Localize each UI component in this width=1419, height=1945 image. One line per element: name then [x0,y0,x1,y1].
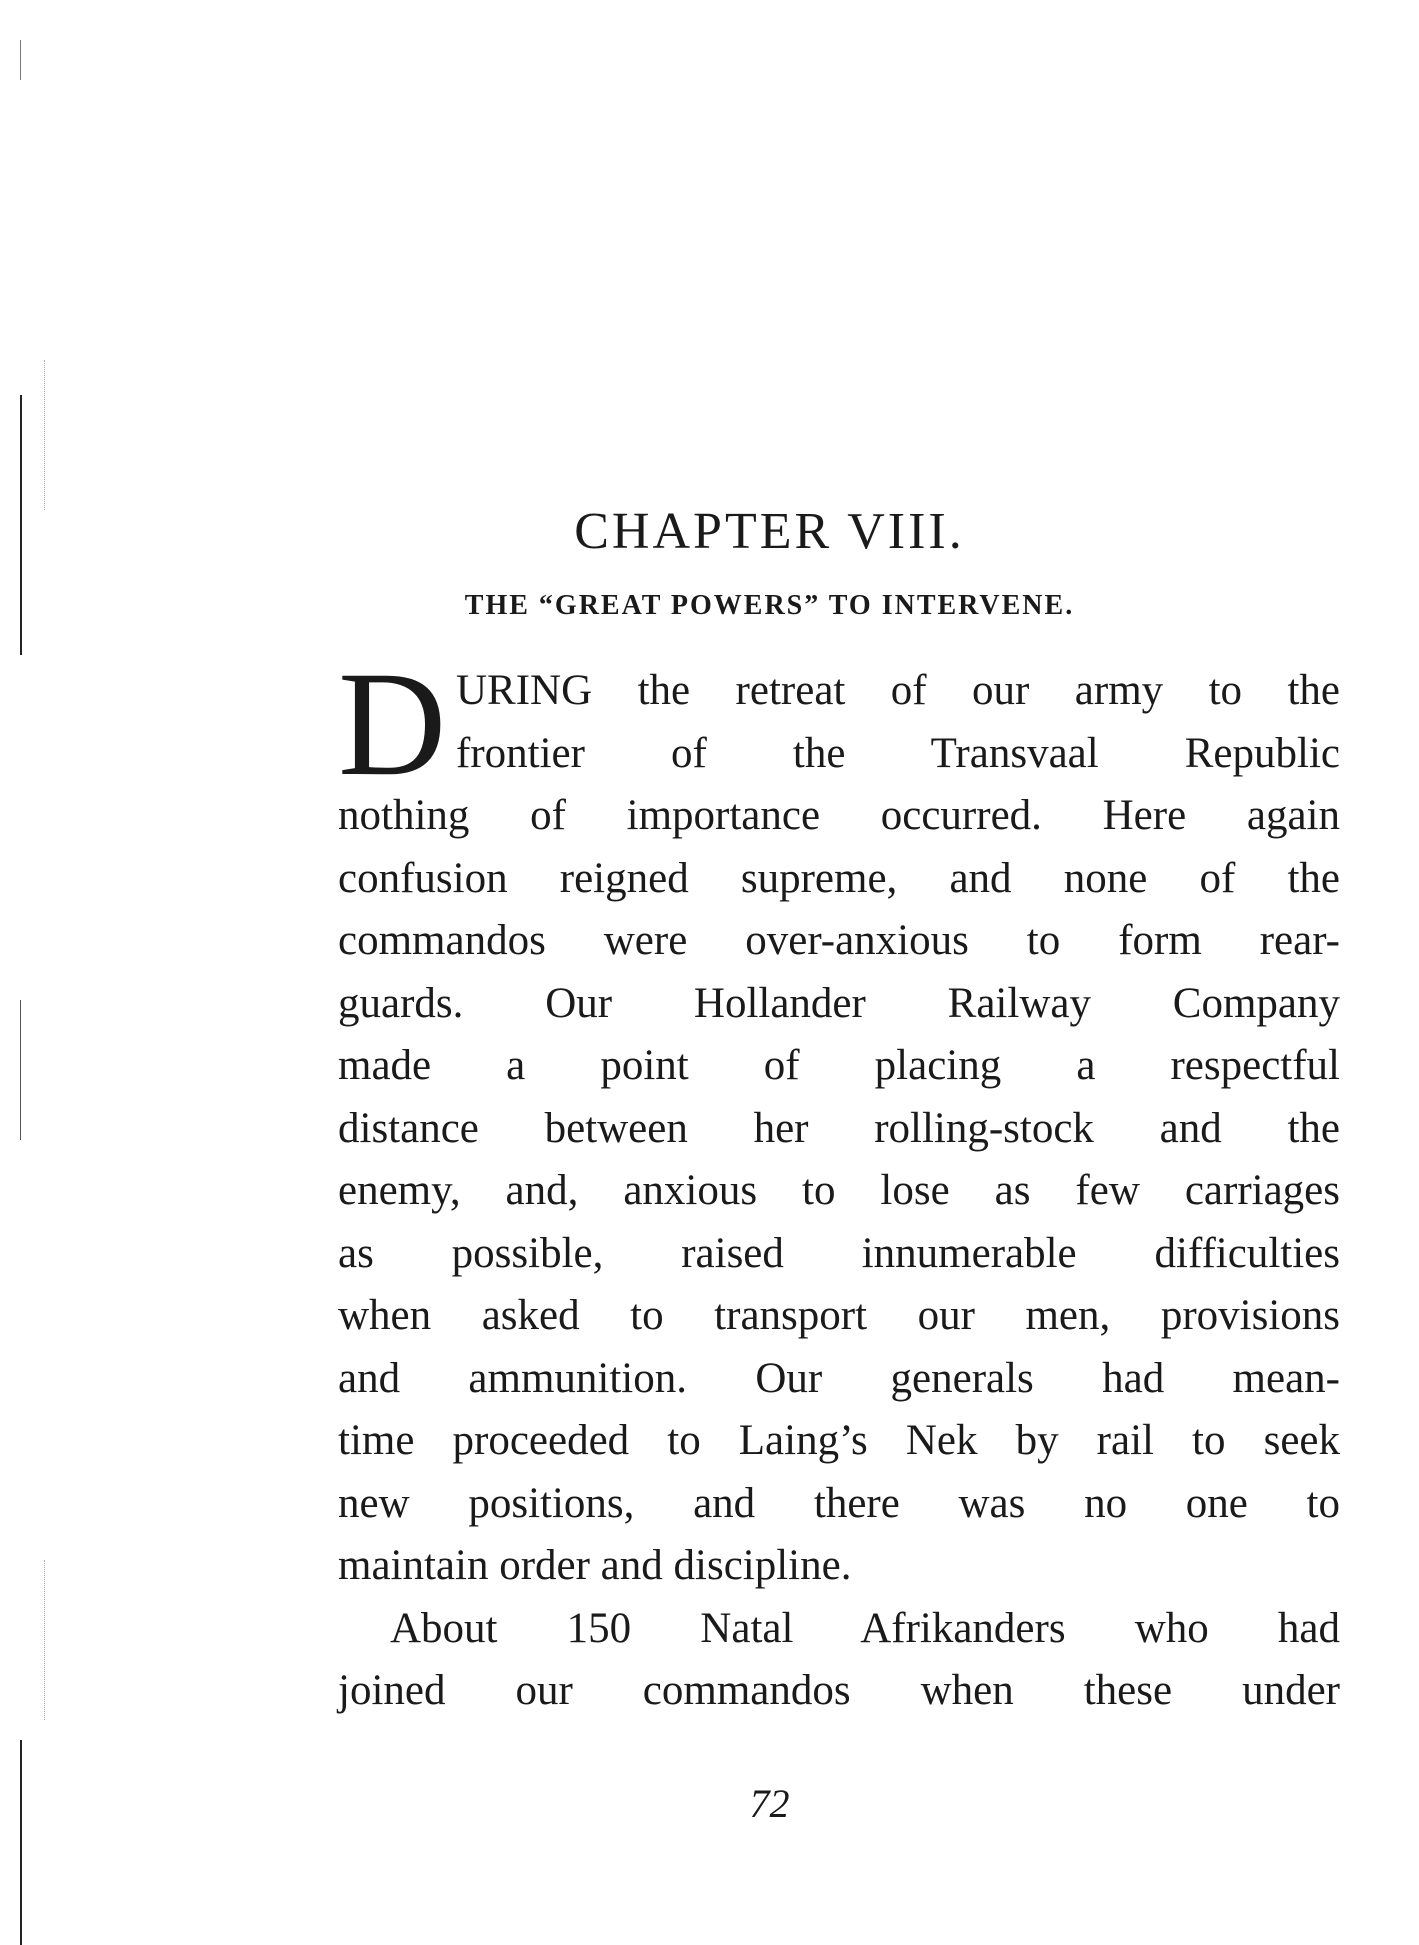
text-line: guards. Our Hollander Railway Company [338,979,1340,1027]
body-text [338,641,1340,1723]
page-number: 72 [749,1781,790,1826]
text-line: when asked to transport our men, provisions [338,1292,1340,1339]
text-line: distance between her rolling-stock and the [338,1104,1340,1152]
text-line: frontier of the Transvaal Republic [456,729,1340,777]
text-line: enemy, and, anxious to lose as few carriages [338,1167,1340,1214]
text-line: made a point of placing a respectful [338,1042,1340,1089]
text-line: maintain order and discipline. [338,1542,852,1589]
scan-dots-artifact [44,1560,46,1720]
text-line: URING the retreat of our army to the [456,667,1340,714]
scan-edge-artifact [20,40,21,80]
scan-dots-artifact [44,360,46,510]
text-line: as possible, raised innumerable difficulties [338,1229,1340,1277]
text-line: About 150 Natal Afrikanders who had [390,1604,1340,1652]
text-line: nothing of importance occurred. Here again [338,792,1340,839]
scan-edge-artifact [20,1000,21,1140]
text-line: and ammunition. Our generals had mean- [338,1354,1340,1402]
text-line: joined our commandos when these under [338,1667,1340,1714]
text-line: new positions, and there was no one to [338,1479,1340,1527]
chapter-subtitle: THE “GREAT POWERS” TO INTERVENE. [464,590,1075,621]
text-line: time proceeded to Laing’s Nek by rail to seek [338,1417,1340,1464]
text-line: commandos were over-anxious to form rear- [338,917,1340,964]
drop-cap: D [338,641,447,807]
chapter-title: CHAPTER VIII. [574,503,965,560]
text-line: confusion reigned supreme, and none of the [338,854,1340,902]
scan-edge-artifact [20,1740,22,1945]
